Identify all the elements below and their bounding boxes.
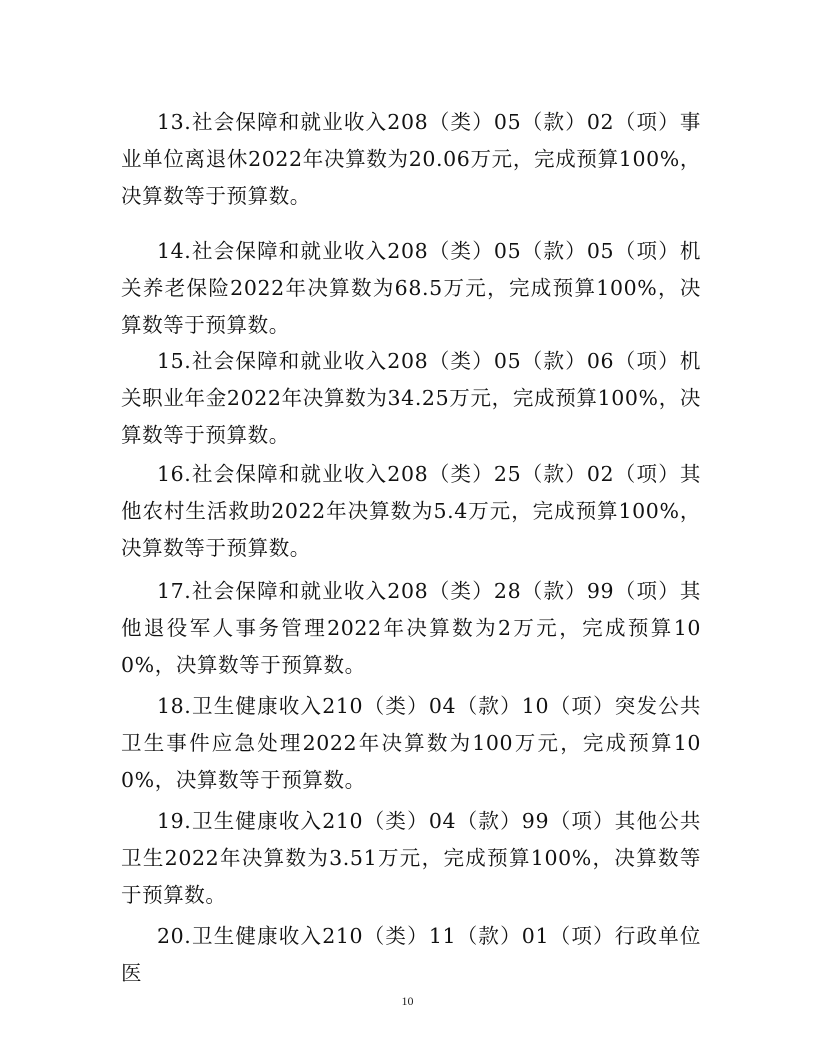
paragraph-item-14: 14.社会保障和就业收入208（类）05（款）05（项）机关养老保险2022年决算数为68.5万元，完成预算100%，决算数等于预算数。	[121, 239, 701, 337]
paragraph-item-18: 18.卫生健康收入210（类）04（款）10（项）突发公共卫生事件应急处理2022年决算数为100万元，完成预算100%，决算数等于预算数。	[121, 694, 701, 792]
paragraph-item-17: 17.社会保障和就业收入208（类）28（款）99（项）其他退役军人事务管理2022年决算数为2万元，完成预算100%，决算数等于预算数。	[121, 579, 701, 677]
paragraph-item-19: 19.卫生健康收入210（类）04（款）99（项）其他公共卫生2022年决算数为3.51万元，完成预算100%，决算数等于预算数。	[121, 809, 701, 907]
paragraph-item-16: 16.社会保障和就业收入208（类）25（款）02（项）其他农村生活救助2022年决算数为5.4万元，完成预算100%，决算数等于预算数。	[121, 462, 701, 560]
paragraph-item-20: 20.卫生健康收入210（类）11（款）01（项）行政单位医	[121, 924, 701, 985]
page-number: 10	[401, 994, 414, 1008]
paragraph-item-13: 13.社会保障和就业收入208（类）05（款）02（项）事业单位离退休2022年决算数为20.06万元，完成预算100%，决算数等于预算数。	[121, 110, 701, 208]
paragraph-item-15: 15.社会保障和就业收入208（类）05（款）06（项）机关职业年金2022年决算数为34.25万元，完成预算100%，决算数等于预算数。	[121, 349, 701, 447]
